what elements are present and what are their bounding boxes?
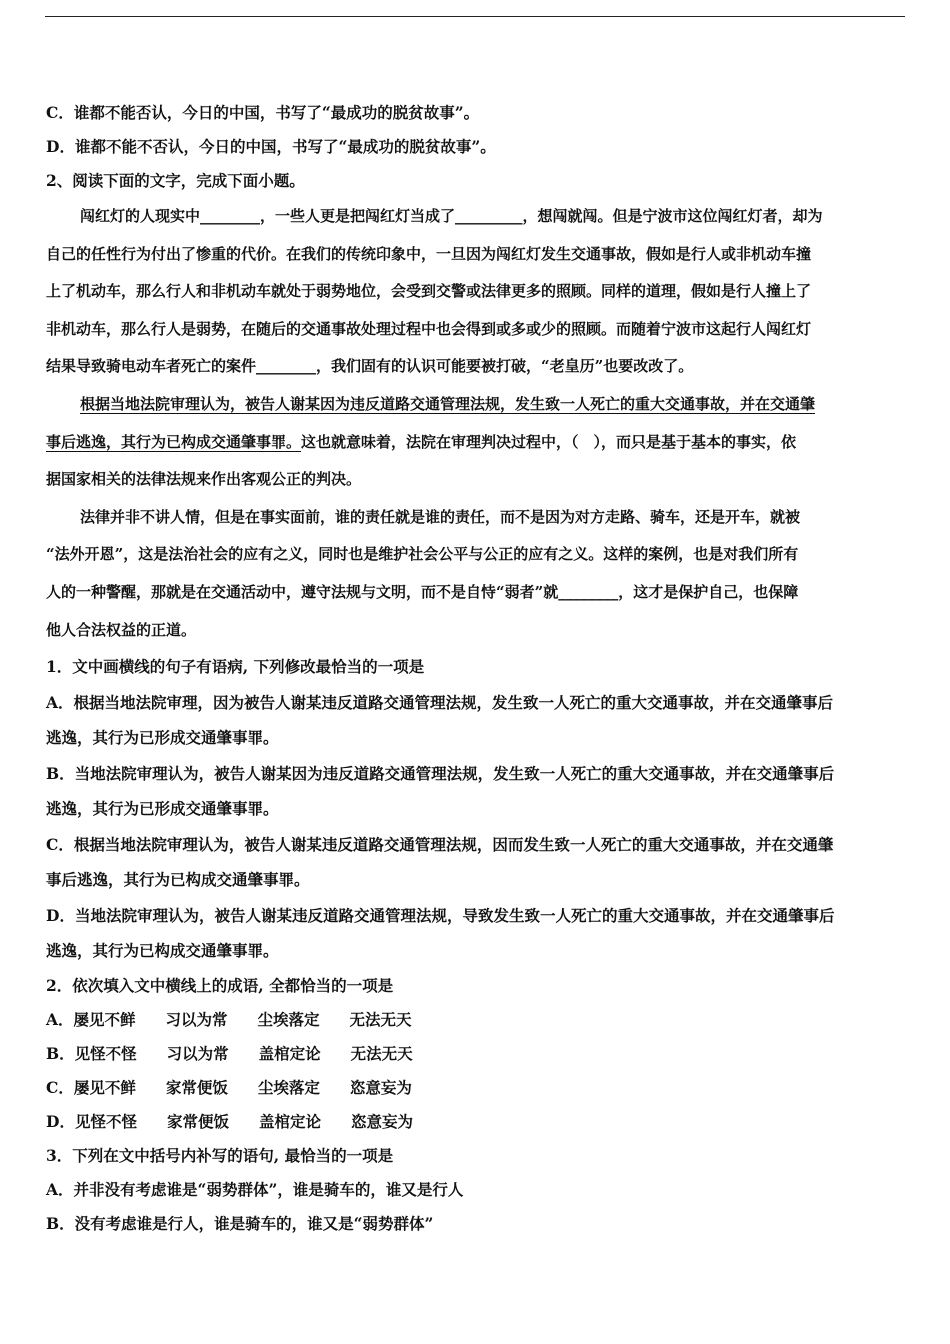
question-3-option-b: B．没有考虑谁是行人，谁是骑车的，谁又是“弱势群体” [46, 1213, 434, 1233]
passage-line: 人的一种警醒，那就是在交通活动中，遵守法规与文明，而不是自恃“弱者”就________，这才是保护自己，也保障 [46, 582, 799, 601]
question-3-stem: 3．下列在文中括号内补写的语句, 最恰当的一项是 [46, 1145, 394, 1165]
question-3-option-a: A．并非没有考虑谁是“弱势群体”，谁是骑车的，谁又是行人 [46, 1179, 464, 1199]
passage-paragraph-2: 根据当地法院审理认为，被告人谢某因为违反道路交通管理法规，发生致一人死亡的重大交通事故，并在交通肇 事后逃逸，其行为已构成交通肇事罪。这也就意味着，法院在审理判决过程中，（ ），而只是基于基本的事实，依 据国家相关的法律法规来作出客观公正的判决。 [46, 386, 902, 499]
section-heading: 2、阅读下面的文字，完成下面小题。 [46, 171, 305, 190]
passage-paragraph-1 [46, 198, 902, 386]
question-2-option-d: D．见怪不怪 家常便饭 盖棺定论 恣意妄为 [46, 1111, 413, 1131]
question-2-option-a: A．屡见不鲜 习以为常 尘埃落定 无法无天 [46, 1009, 412, 1029]
passage-line: 自己的任性行为付出了惨重的代价。在我们的传统印象中，一旦因为闯红灯发生交通事故，假如是行人或非机动车撞 [46, 244, 812, 263]
passage-line: 闯红灯的人现实中________，一些人更是把闯红灯当成了_________，想闯就闯。但是宁波市这位闯红灯者，却为 [80, 207, 823, 225]
question-1-option-a-cont: 逃逸，其行为已形成交通肇事罪。 [46, 728, 279, 748]
question-1-option-b: B．当地法院审理认为，被告人谢某因为违反道路交通管理法规，发生致一人死亡的重大交通事故，并在交通肇事后 [46, 763, 835, 783]
underlined-sentence: 根据当地法院审理认为，被告人谢某因为违反道路交通管理法规，发生致一人死亡的重大交通事故，并在交通肇 [80, 394, 816, 413]
passage-line: 非机动车，那么行人是弱势，在随后的交通事故处理过程中也会得到或多或少的照顾。而随着宁波市这起行人闯红灯 [46, 319, 812, 338]
passage-line: 法律并非不讲人情，但是在事实面前，谁的责任就是谁的责任，而不是因为对方走路、骑车，还是开车，就被 [80, 507, 801, 526]
question-1-option-b-cont: 逃逸，其行为已形成交通肇事罪。 [46, 799, 279, 819]
question-2-option-c: C．屡见不鲜 家常便饭 尘埃落定 恣意妄为 [46, 1077, 412, 1097]
underlined-sentence: 事后逃逸，其行为已构成交通肇事罪。 [46, 432, 302, 451]
question-1-option-d: D．当地法院审理认为，被告人谢某违反道路交通管理法规，导致发生致一人死亡的重大交通事故，并在交通肇事后 [46, 905, 835, 925]
question-2-stem: 2．依次填入文中横线上的成语, 全都恰当的一项是 [46, 975, 394, 995]
question-1-option-c: C．根据当地法院审理认为，被告人谢某违反道路交通管理法规，因而发生致一人死亡的重大交通事故，并在交通肇 [46, 834, 834, 854]
question-1-option-c-cont: 事后逃逸，其行为已构成交通肇事罪。 [46, 870, 310, 890]
document-body [46, 96, 902, 1241]
header-rule [45, 16, 905, 17]
question-2-option-b: B．见怪不怪 习以为常 盖棺定论 无法无天 [46, 1043, 413, 1063]
question-1-stem: 1．文中画横线的句子有语病, 下列修改最恰当的一项是 [46, 657, 425, 677]
passage-line: 他人合法权益的正道。 [46, 620, 197, 639]
option-d-top: D．谁都不能不否认，今日的中国，书写了“最成功的脱贫故事”。 [46, 137, 496, 156]
passage-line: 结果导致骑电动车者死亡的案件________，我们固有的认识可能要被打破，“老皇历”也要改改了。 [46, 357, 694, 376]
question-1-option-d-cont: 逃逸，其行为已构成交通肇事罪。 [46, 941, 279, 961]
question-1-option-a: A．根据当地法院审理，因为被告人谢某违反道路交通管理法规，发生致一人死亡的重大交通事故，并在交通肇事后 [46, 692, 834, 712]
passage-line: 上了机动车，那么行人和非机动车就处于弱势地位，会受到交警或法律更多的照顾。同样的道理，假如是行人撞上了 [46, 282, 812, 301]
passage-line: “法外开恩”，这是法治社会的应有之义，同时也是维护社会公平与公正的应有之义。这样的案例，也是对我们所有 [46, 545, 799, 564]
passage-paragraph-3 [46, 499, 902, 649]
option-c-top: C．谁都不能否认，今日的中国，书写了“最成功的脱贫故事”。 [46, 103, 480, 122]
passage-line: 据国家相关的法律法规来作出客观公正的判决。 [46, 470, 362, 489]
